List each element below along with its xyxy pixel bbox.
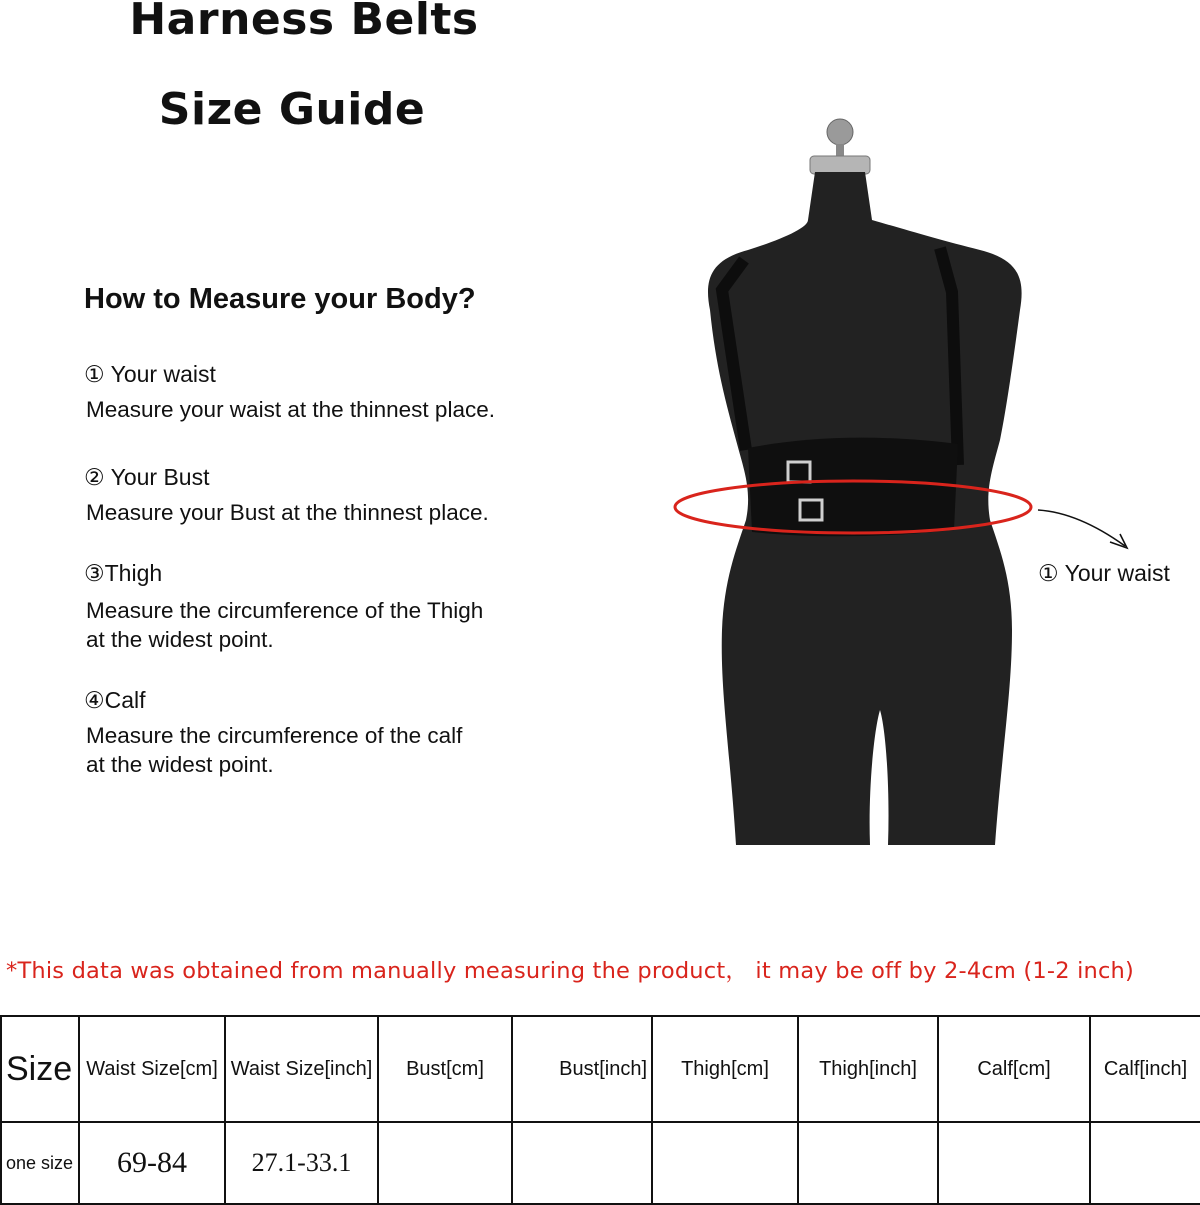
- bust-item-title: ② Your Bust: [84, 464, 210, 490]
- mannequin-cap: [810, 156, 870, 174]
- cell-bust-cm: [378, 1122, 512, 1204]
- header-bust-cm: Bust[cm]: [378, 1016, 512, 1122]
- cell-waist-inch: 27.1-33.1: [225, 1122, 378, 1204]
- waist-item-title: ① Your waist: [84, 361, 216, 387]
- header-thigh-cm: Thigh[cm]: [652, 1016, 798, 1122]
- cell-size: one size: [1, 1122, 79, 1204]
- cell-thigh-cm: [652, 1122, 798, 1204]
- harness-belt: [748, 438, 958, 537]
- bust-item-desc: Measure your Bust at the thinnest place.: [86, 500, 489, 525]
- table-row: [1, 1122, 1200, 1204]
- calf-item-desc-line2: at the widest point.: [86, 752, 274, 777]
- calf-item-title: ④Calf: [84, 687, 146, 713]
- thigh-item-desc-line1: Measure the circumference of the Thigh: [86, 598, 484, 623]
- waist-callout-label: ① Your waist: [1038, 560, 1170, 586]
- title-line-1: Harness Belts: [129, 0, 479, 45]
- thigh-item-desc-line2: at the widest point.: [86, 627, 274, 652]
- size-table: [0, 1015, 1200, 1205]
- header-waist-inch: Waist Size[inch]: [225, 1016, 378, 1122]
- thigh-item-title: ③Thigh: [84, 560, 163, 586]
- cell-thigh-inch: [798, 1122, 938, 1204]
- table-header-row: [1, 1016, 1200, 1122]
- cell-waist-cm: 69-84: [79, 1122, 225, 1204]
- header-thigh-inch: Thigh[inch]: [798, 1016, 938, 1122]
- header-calf-cm: Calf[cm]: [938, 1016, 1090, 1122]
- mannequin-harness-image: [640, 110, 1200, 870]
- title-line-2: Size Guide: [158, 84, 426, 135]
- header-bust-inch: Bust[inch]: [512, 1016, 652, 1122]
- cell-calf-cm: [938, 1122, 1090, 1204]
- waist-item-desc: Measure your waist at the thinnest place.: [86, 397, 495, 422]
- waist-arrow: [1038, 510, 1125, 546]
- calf-item-desc-line1: Measure the circumference of the calf: [86, 723, 463, 748]
- measure-heading: How to Measure your Body?: [84, 283, 476, 315]
- mannequin-finial: [827, 119, 853, 145]
- header-waist-cm: Waist Size[cm]: [79, 1016, 225, 1122]
- cell-calf-inch: [1090, 1122, 1200, 1204]
- measurement-warning: *This data was obtained from manually measuring the product， it may be off by 2-4cm (1-2 inch): [6, 958, 1134, 984]
- header-calf-inch: Calf[inch]: [1090, 1016, 1200, 1122]
- cell-bust-inch: [512, 1122, 652, 1204]
- header-size: Size: [1, 1016, 79, 1122]
